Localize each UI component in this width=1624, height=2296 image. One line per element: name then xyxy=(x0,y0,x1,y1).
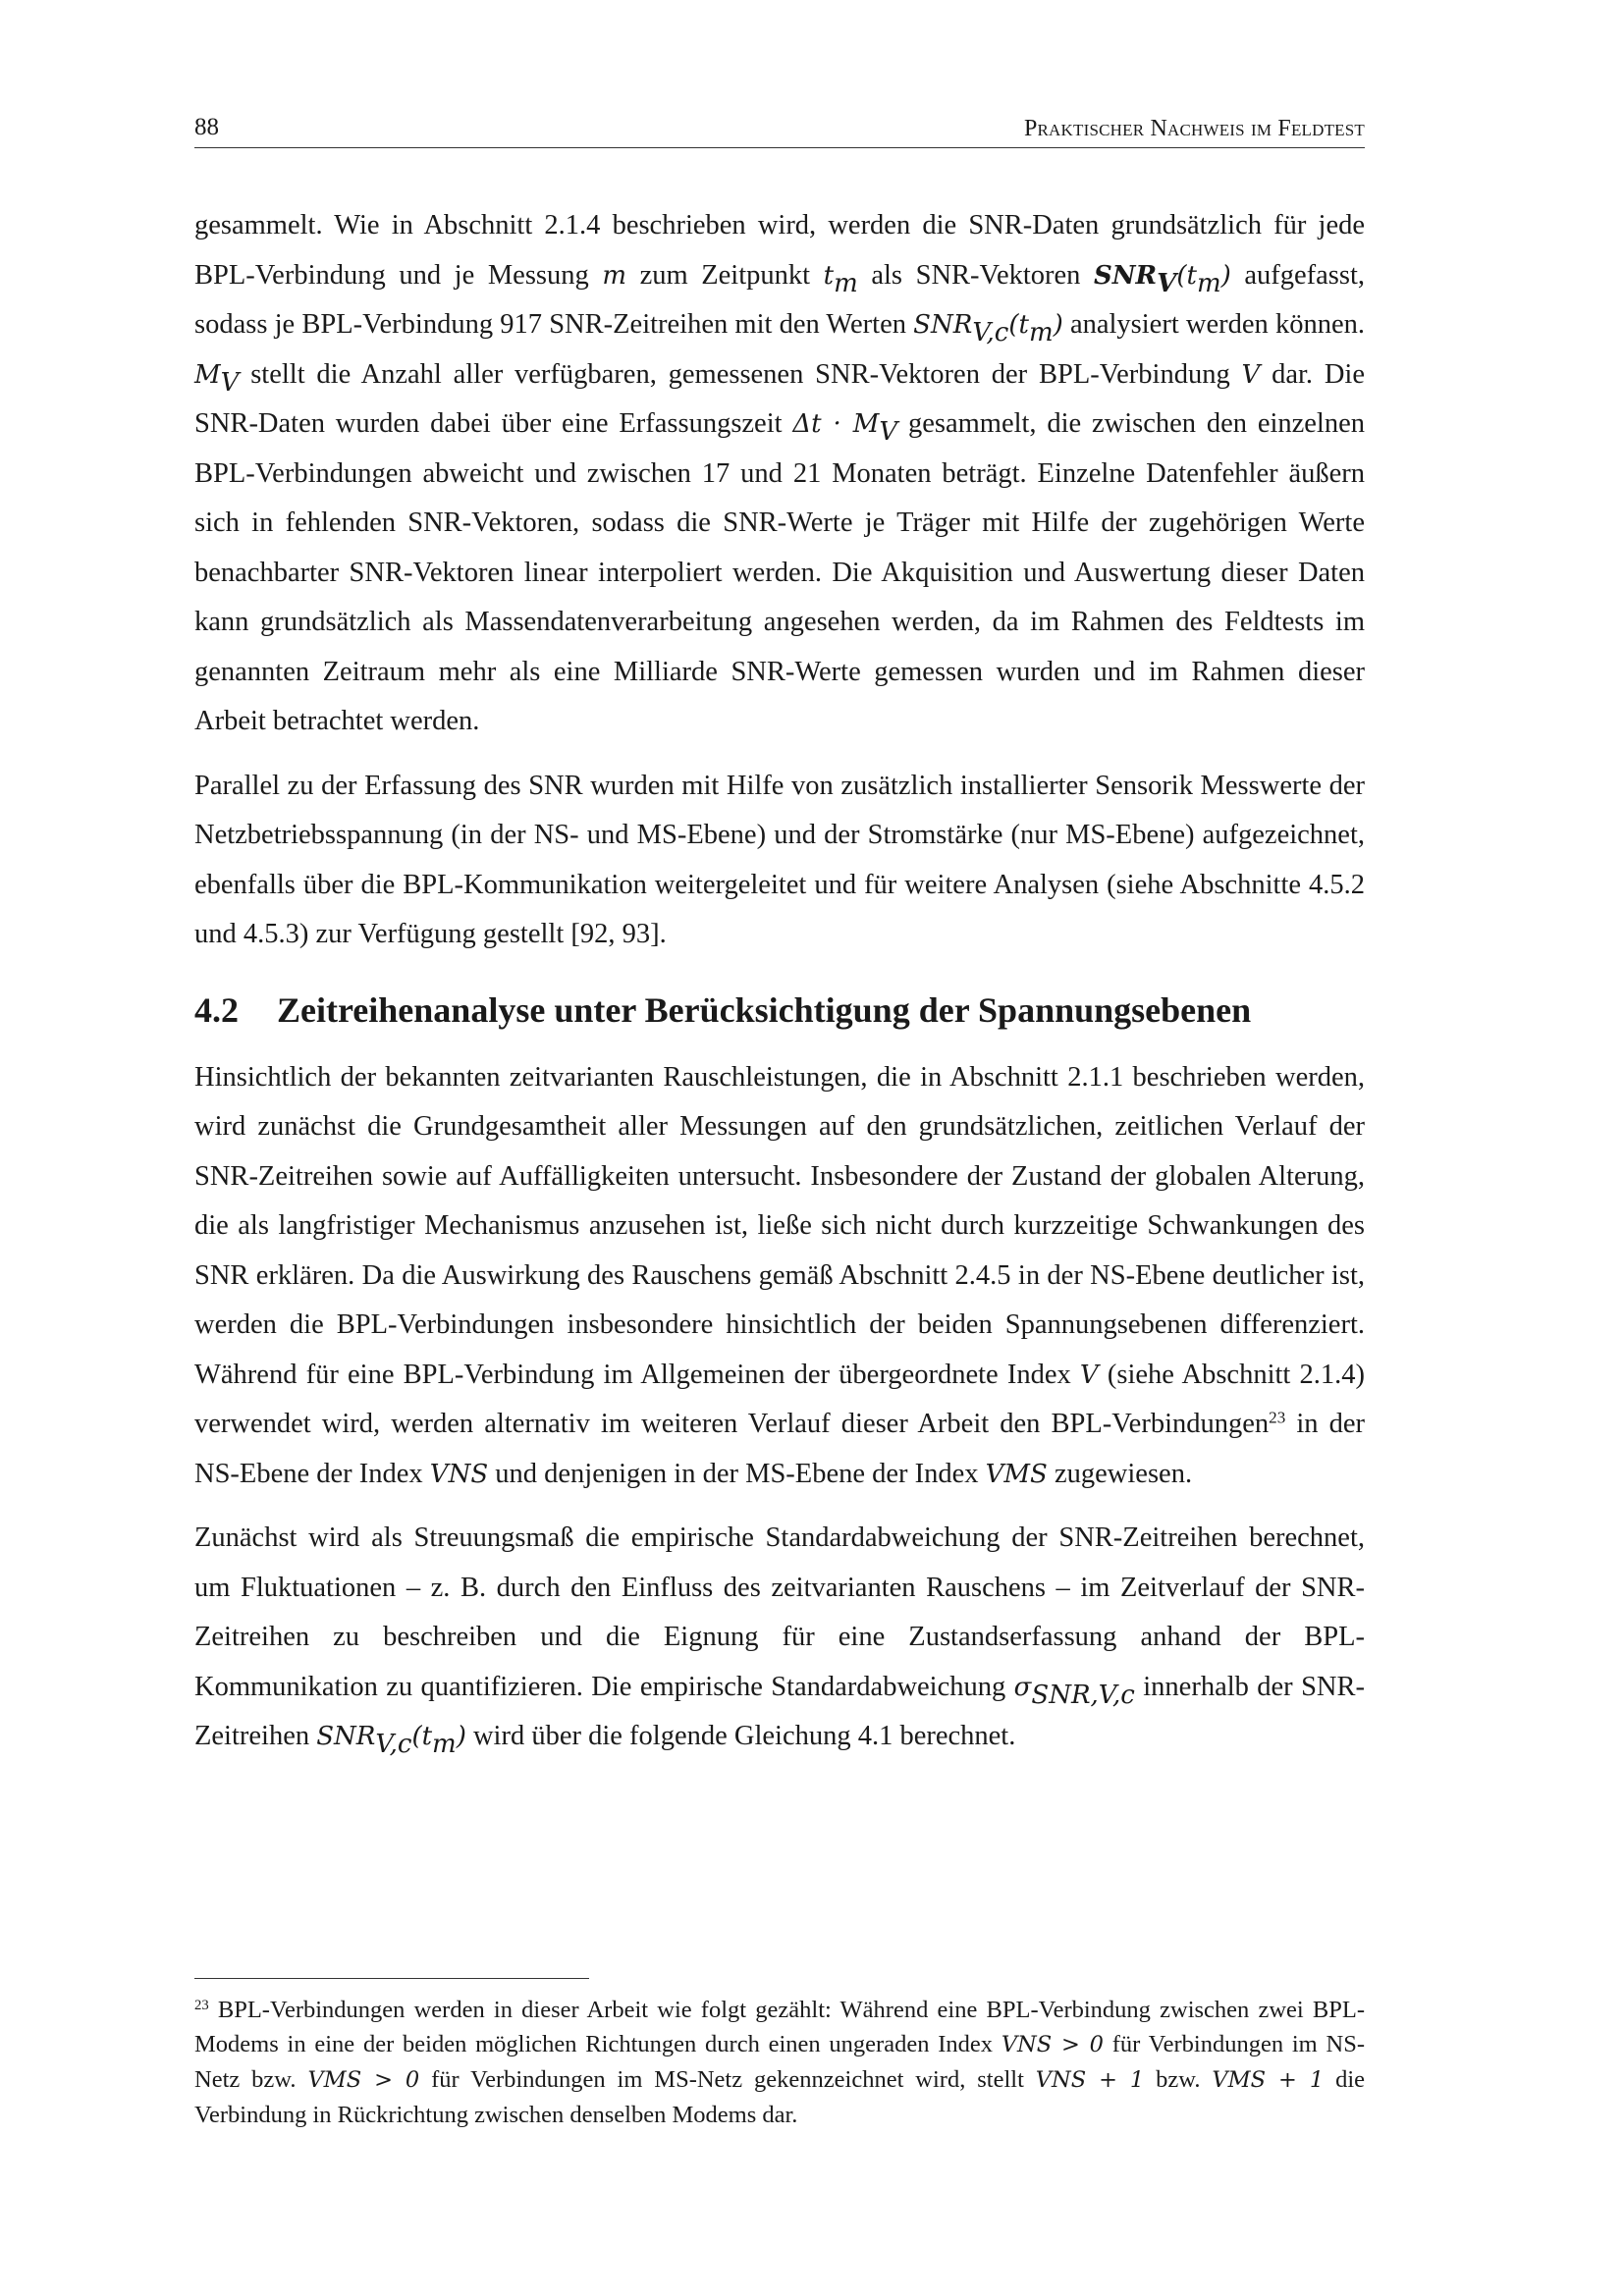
footnote-separator xyxy=(194,1978,589,1979)
footnote-reference[interactable]: 23 xyxy=(1269,1408,1286,1427)
paragraph-3: Hinsichtlich der bekannten zeitvarianten Rauschleistungen, die in Abschnitt 2.1.1 beschrieben werden, wird zunächst die Grundgesamtheit aller Messungen auf den grundsätzlichen, zeitlichen Verlauf der SNR-Zeitreihen sowie auf Auffälligkeiten untersucht. Insbesondere der Zustand der globalen Alterung, die als langfristiger Mechanismus anzusehen ist, ließe sich nicht durch kurzzeitige Schwankungen des SNR erklären. Da die Auswirkung des Rauschens gemäß Abschnitt 2.4.5 in der NS-Ebene deutlicher ist, werden die BPL-Verbindungen insbesondere hinsichtlich der beiden Spannungsebenen differenziert. Während für eine BPL-Verbindung im Allgemeinen der übergeordnete Index V (siehe Abschnitt 2.1.4) verwendet wird, werden alternativ im weiteren Verlauf dieser Arbeit den BPL-Verbindungen$^{23}$ in der NS-Ebene der Index VNS und denjenigen in der MS-Ebene der Index VMS zugewiesen. xyxy=(194,1061,1366,1489)
paragraph-2: Parallel zu der Erfassung des SNR wurden mit Hilfe von zusätzlich installierter Sensorik Messwerte der Netzbetriebsspannung (in der NS- und MS-Ebene) und der Stromstärke (nur MS-Ebene) aufgezeichnet, ebenfalls über die BPL-Kommunikation weitergeleitet und für weitere Analysen (siehe Abschnitte 4.5.2 und 4.5.3) zur Verfügung gestellt [92, 93]. xyxy=(194,770,1365,949)
footnote-number: 23 xyxy=(194,1997,209,2013)
section-number: 4.2 xyxy=(194,989,239,1030)
page-header xyxy=(194,110,1365,148)
body-text xyxy=(194,201,1365,1777)
running-title: Praktischer Nachweis im Feldtest xyxy=(1023,116,1365,141)
page-number: 88 xyxy=(194,114,219,140)
section-heading xyxy=(194,986,1365,1035)
paragraph-1: gesammelt. Wie in Abschnitt 2.1.4 beschrieben wird, werden die SNR-Daten grundsätzlich für jede BPL-Verbindung und je Messung m zum Zeitpunkt $t_m$ als SNR-Vektoren $SNR_V(t_m)$ aufgefasst, sodass je BPL-Verbindung 917 SNR-Zeitreihen mit den Werten $SNR_{V,c}(t_m)$ analysiert werden können. $M_V$ stellt die Anzahl aller verfügbaren, gemessenen SNR-Vektoren der BPL-Verbindung V dar. Die SNR-Daten wurden dabei über eine Erfassungszeit $\Delta t \cdot M_V$ gesammelt, die zwischen den einzelnen BPL-Verbindungen abweicht und zwischen 17 und 21 Monaten beträgt. Einzelne Datenfehler äußern sich in fehlenden SNR-Vektoren, sodass die SNR-Werte je Träger mit Hilfe der zugehörigen Werte benachbarter SNR-Vektoren linear interpoliert werden. Die Akquisition und Auswertung dieser Daten kann grundsätzlich als Massendatenverarbeitung angesehen werden, da im Rahmen des Feldtests im genannten Zeitraum mehr als eine Milliarde SNR-Werte gemessen wurden und im Rahmen dieser Arbeit betrachtet werden. xyxy=(194,210,1366,736)
footnote: $^{23}$ BPL-Verbindungen werden in dieser Arbeit wie folgt gezählt: Während eine BPL-Verbindung zwischen zwei BPL-Modems in eine der beiden möglichen Richtungen durch einen ungeraden Index VNS > 0 für Verbindungen im NS-Netz bzw. VMS > 0 für Verbindungen im MS-Netz gekennzeichnet wird, stellt VNS + 1 bzw. VMS + 1 die Verbindung in Rückrichtung zwischen denselben Modems dar. xyxy=(194,1997,1366,2128)
section-title: Zeitreihenanalyse unter Berücksichtigung der Spannungsebenen xyxy=(277,989,1252,1030)
paragraph-4: Zunächst wird als Streuungsmaß die empirische Standardabweichung der SNR-Zeitreihen berechnet, um Fluktuationen – z. B. durch den Einfluss des zeitvarianten Rauschens – im Zeitverlauf der SNR-Zeitreihen zu beschreiben und die Eignung für eine Zustandserfassung anhand der BPL-Kommunikation zu quantifizieren. Die empirische Standardabweichung $\sigma_{SNR,V,c}$ innerhalb der SNR-Zeitreihen $SNR_{V,c}(t_m)$ wird über die folgende Gleichung 4.1 berechnet. xyxy=(194,1522,1366,1759)
